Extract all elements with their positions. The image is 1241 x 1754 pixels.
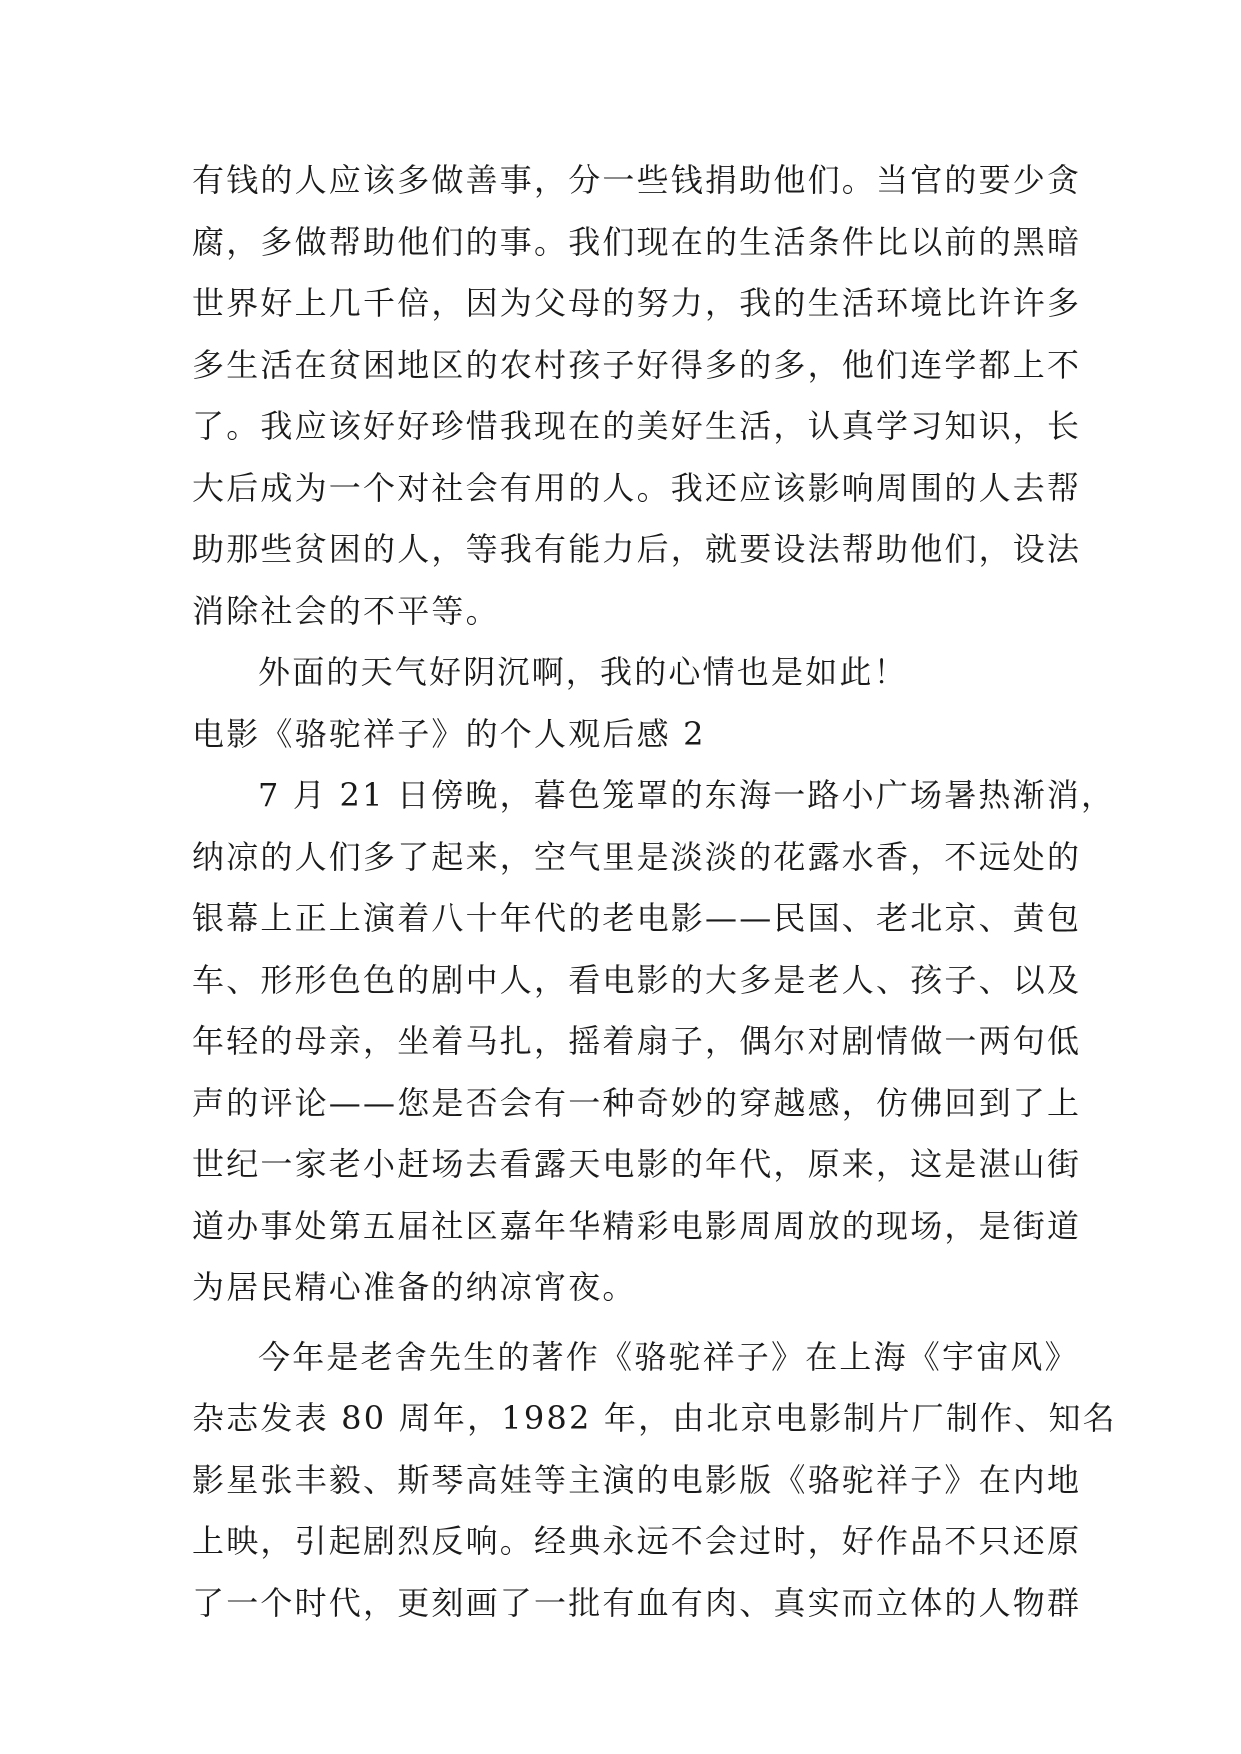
text-line: 腐，多做帮助他们的事。我们现在的生活条件比以前的黑暗 [192, 222, 1082, 261]
text-line: 为居民精心准备的纳凉宵夜。 [192, 1268, 637, 1306]
text-line: 车、形形色色的剧中人，看电影的大多是老人、孩子、以及 [192, 960, 1082, 999]
text-line: 杂志发表 80 周年，1982 年，由北京电影制片厂制作、知名 [192, 1399, 1117, 1437]
text-line: 了一个时代，更刻画了一批有血有肉、真实而立体的人物群 [192, 1583, 1082, 1622]
text-line: 大后成为一个对社会有用的人。我还应该影响周围的人去帮 [192, 468, 1082, 507]
text-line: 世界好上几千倍，因为父母的努力，我的生活环境比许许多 [192, 284, 1082, 322]
paragraph-4 [192, 1327, 1117, 1635]
text-line: 道办事处第五届社区嘉年华精彩电影周周放的现场，是街道 [192, 1206, 1082, 1245]
section-heading: 电影《骆驼祥子》的个人观后感 2 [192, 714, 706, 753]
paragraph-1 [192, 150, 1082, 642]
text-line: 年轻的母亲，坐着马扎，摇着扇子，偶尔对剧情做一两句低 [192, 1022, 1082, 1060]
text-line: 多生活在贫困地区的农村孩子好得多的多，他们连学都上不 [192, 345, 1082, 384]
text-line: 7 月 21 日傍晚，暮色笼罩的东海一路小广场暑热渐消， [258, 776, 1116, 814]
text-line: 银幕上正上演着八十年代的老电影——民国、老北京、黄包 [192, 899, 1082, 937]
text-line: 有钱的人应该多做善事，分一些钱捐助他们。当官的要少贪 [192, 161, 1082, 199]
text-line: 上映，引起剧烈反响。经典永远不会过时，好作品不只还原 [192, 1522, 1082, 1560]
document-body [192, 150, 1117, 1634]
text-line: 今年是老舍先生的著作《骆驼祥子》在上海《宇宙风》 [258, 1337, 1079, 1376]
paragraph-3 [192, 765, 1116, 1319]
text-line: 影星张丰毅、斯琴高娃等主演的电影版《骆驼祥子》在内地 [192, 1460, 1082, 1499]
text-line: 世纪一家老小赶场去看露天电影的年代，原来，这是湛山街 [192, 1145, 1082, 1183]
text-line: 助那些贫困的人，等我有能力后，就要设法帮助他们，设法 [192, 530, 1082, 568]
text-line: 外面的天气好阴沉啊，我的心情也是如此！ [258, 653, 908, 691]
text-line: 了。我应该好好珍惜我现在的美好生活，认真学习知识，长 [192, 407, 1082, 445]
paragraph-2 [192, 642, 1072, 704]
text-line: 纳凉的人们多了起来，空气里是淡淡的花露水香，不远处的 [192, 837, 1082, 876]
text-line: 消除社会的不平等。 [192, 591, 500, 630]
text-line: 声的评论——您是否会有一种奇妙的穿越感，仿佛回到了上 [192, 1083, 1082, 1122]
